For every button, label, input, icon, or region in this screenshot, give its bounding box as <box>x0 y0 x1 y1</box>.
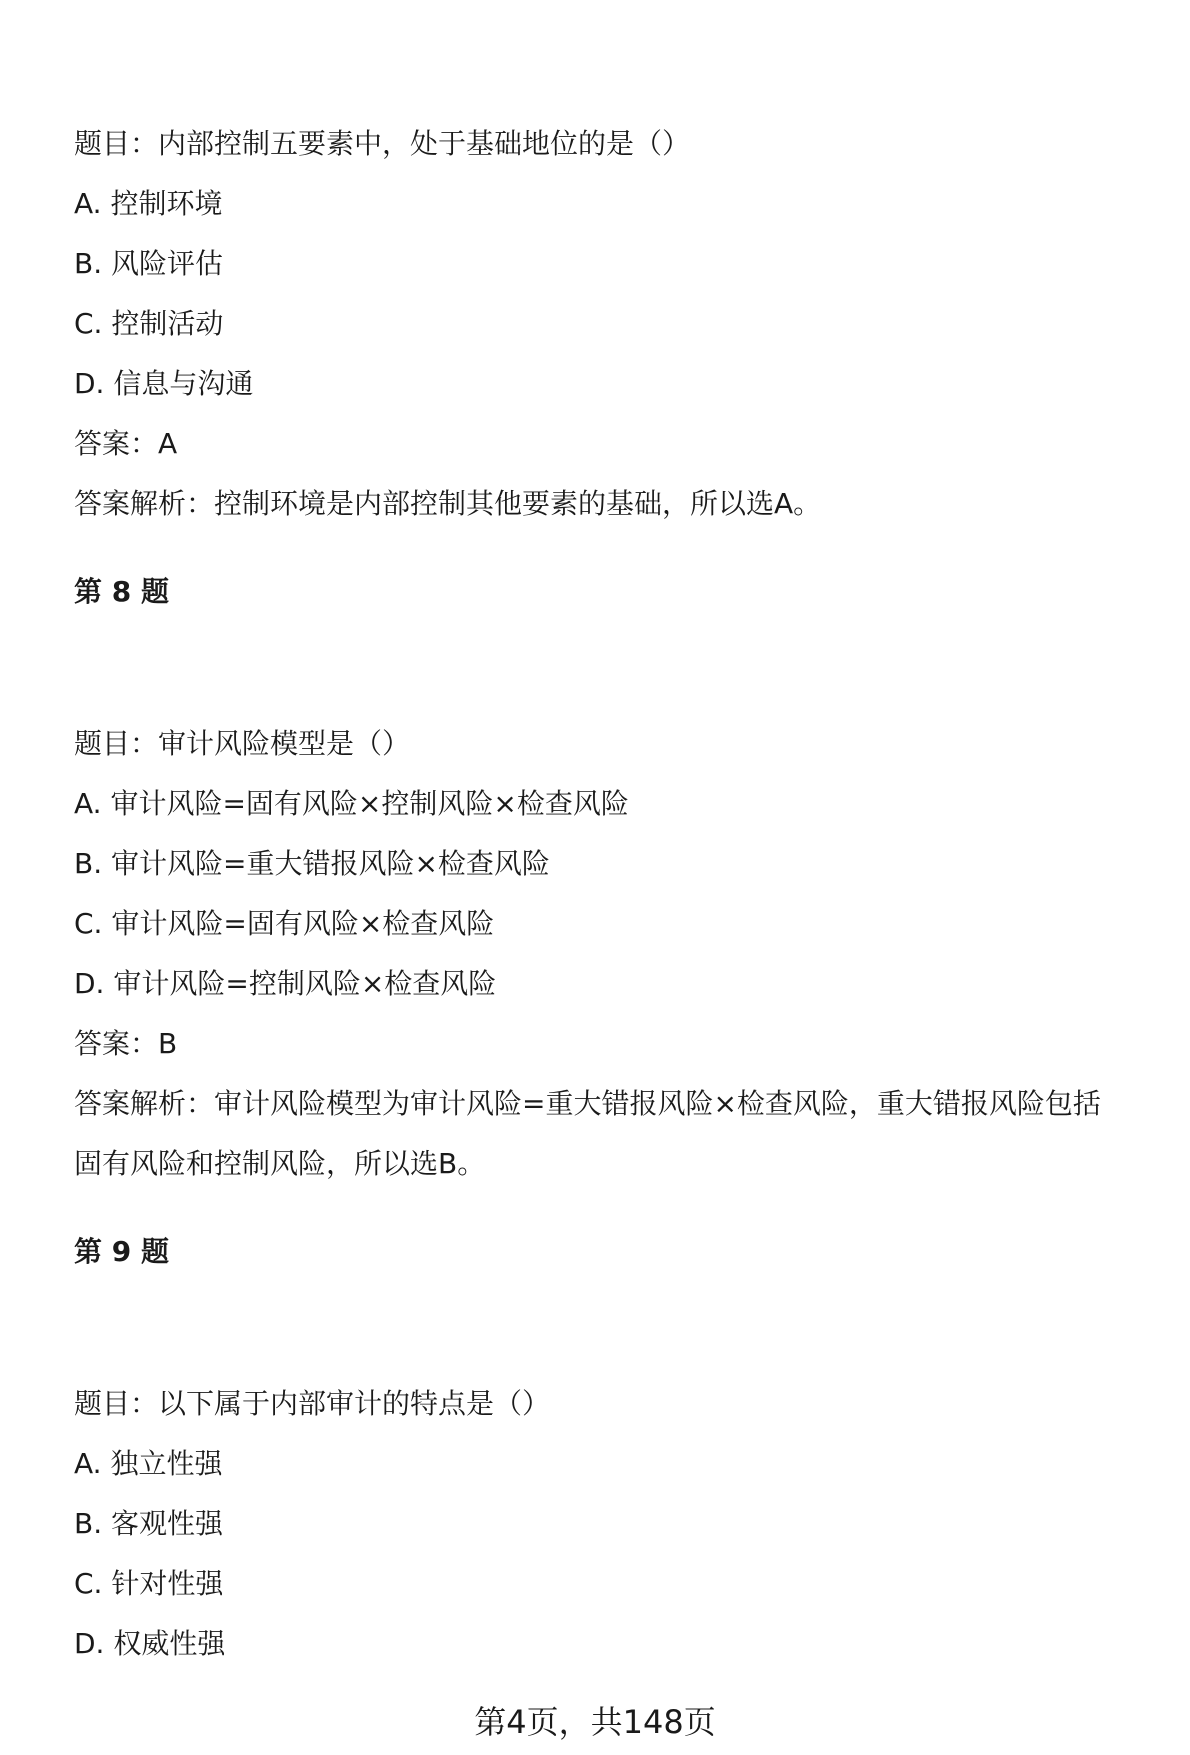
option-c: C. 审计风险=固有风险×检查风险 <box>74 907 495 940</box>
question-stem: 题目：内部控制五要素中，处于基础地位的是（） <box>74 127 691 160</box>
answer: 答案：B <box>74 1027 178 1060</box>
option-a: A. 独立性强 <box>74 1447 223 1480</box>
option-d: D. 权威性强 <box>74 1627 226 1660</box>
question-stem: 题目：以下属于内部审计的特点是（） <box>74 1387 551 1420</box>
option-b: B. 客观性强 <box>74 1507 224 1540</box>
question-9-heading: 第 9 题 <box>74 1235 169 1268</box>
answer: 答案：A <box>74 427 178 460</box>
question-stem: 题目：审计风险模型是（） <box>74 727 411 760</box>
answer-analysis: 答案解析：控制环境是内部控制其他要素的基础，所以选A。 <box>74 487 822 520</box>
option-d: D. 审计风险=控制风险×检查风险 <box>74 967 497 1000</box>
option-c: C. 针对性强 <box>74 1567 224 1600</box>
option-b: B. 审计风险=重大错报风险×检查风险 <box>74 847 550 880</box>
option-a: A. 审计风险=固有风险×控制风险×检查风险 <box>74 787 629 820</box>
option-a: A. 控制环境 <box>74 187 223 220</box>
answer-analysis-line-2: 固有风险和控制风险，所以选B。 <box>74 1147 486 1180</box>
question-8-heading: 第 8 题 <box>74 575 169 608</box>
page-footer: 第4页，共148页 <box>474 1703 716 1741</box>
option-b: B. 风险评估 <box>74 247 224 280</box>
option-c: C. 控制活动 <box>74 307 224 340</box>
answer-analysis-line-1: 答案解析：审计风险模型为审计风险=重大错报风险×检查风险，重大错报风险包括 <box>74 1087 1101 1120</box>
option-d: D. 信息与沟通 <box>74 367 254 400</box>
